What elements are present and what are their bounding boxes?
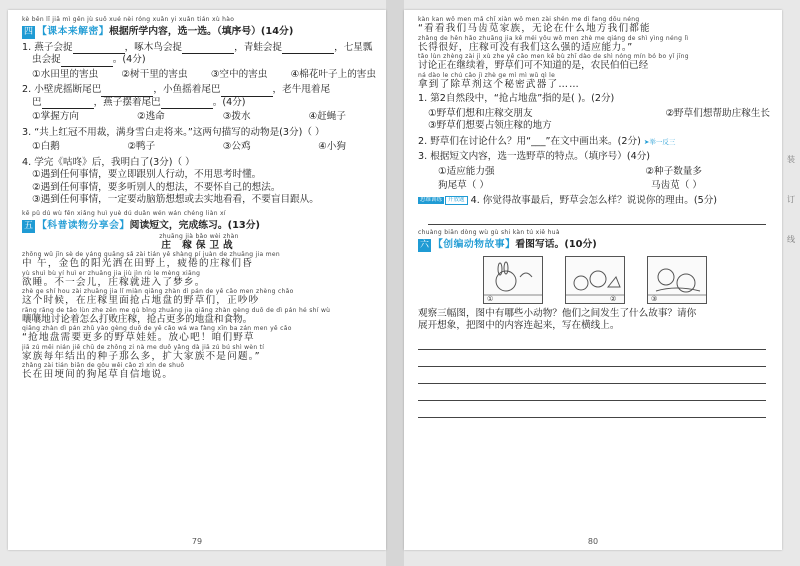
q2-options xyxy=(22,111,376,123)
rq3-items xyxy=(418,180,772,192)
section4-title: 【课本来解密】 xyxy=(37,26,110,38)
story-r-line-3: 讨论正在继续着，野草们可不知道的是，农民伯伯已经 xyxy=(418,60,649,72)
q2-text-b: ，小鱼摇着尾巴 xyxy=(153,84,221,96)
story-line-1-pinyin: zhōng wǔ jīn sè de yáng guāng sǎ zài tián yě shàng pí juàn de zhuāng jia men xyxy=(22,251,280,259)
rq3-item-2[interactable]: 马齿苋（ ） xyxy=(650,180,702,191)
section5-pinyin: kē pǔ dú wù fēn xiǎng huì yuè dú duǎn wén wán chéng liàn xí xyxy=(22,209,226,217)
svg-text:②: ② xyxy=(610,294,617,303)
section6-header xyxy=(418,239,772,252)
section5-title: 【科普读物分享会】 xyxy=(37,219,130,231)
rq4-tag-thinking: 思维训练 xyxy=(420,196,443,203)
q4-option-2: ②遇到任何事情，要多听别人的想法，不要怀自己的想法。 xyxy=(32,181,281,193)
reading-question-1: 1. 第2自然段中，“抢占地盘”指的是( )。(2分) xyxy=(418,93,615,105)
picture-1 xyxy=(483,256,543,304)
rq1-option-1: ①野草们想和庄稼交朋友 xyxy=(428,107,533,119)
rq4-answer-line[interactable] xyxy=(428,208,766,225)
story-title-pinyin: zhuāng jià bǎo wèi zhàn xyxy=(159,232,239,240)
q1-blank-3[interactable] xyxy=(282,44,334,54)
story-line-1: 中 午，金色的阳光洒在田野上，疲倦的庄稼们昏 xyxy=(22,258,253,270)
section4-pinyin: kè běn lǐ jiā mì gěn jù suǒ xué nèi róng xuǎn yi xuǎn tián xù hào xyxy=(22,16,235,23)
reading-question-2 xyxy=(418,136,772,148)
section6-prompt-1: 观察三幅图，图中有哪些小动物？他们之间发生了什么故事？请你 xyxy=(418,307,697,319)
picture-3 xyxy=(647,256,707,304)
story-r-line-4: 拿到了除草剂这个秘密武器了…… xyxy=(418,78,580,90)
q1-text-c: ，青蛙会捉 xyxy=(234,42,283,53)
rq4-tag-open: 开放题 xyxy=(445,196,468,205)
q3-option-2: ②鸭子 xyxy=(127,141,156,153)
story-line-7-pinyin: zhǎng zài tián biān de gǒu wěi cǎo zì xìn de shuō xyxy=(22,362,185,370)
q3-option-4: ④小狗 xyxy=(318,141,346,153)
q2-text-d: 巴 xyxy=(32,96,42,108)
q1-option-2: ②树干里的害虫 xyxy=(121,68,188,80)
q1-score: 。(4分) xyxy=(112,54,146,66)
q1-option-4: ④棉花叶子上的害虫 xyxy=(290,68,376,80)
rq1-options-row xyxy=(418,108,772,120)
q2-score: 。(4分) xyxy=(212,96,246,108)
section4-number: 四 xyxy=(23,27,33,37)
question-3: 3. “共上红冠不用裁，满身雪白走将来。”这两句描写的动物是(3分)（ ） xyxy=(22,126,325,138)
rq4-text: 4. 你觉得故事最后，野草会怎么样？说说你的理由。(5分) xyxy=(470,195,718,207)
section6-pinyin: chuàng biān dòng wù gù shi kàn tú xiě huà xyxy=(418,228,560,236)
rq2-tag: ➤举一反三 xyxy=(643,137,676,146)
section5-header xyxy=(22,220,376,233)
section4-header xyxy=(22,26,376,39)
story-r-line-3-pinyin: tǎo lùn zhèng zài jì xù zhe yě cǎo men kě bù zhī dào de shì nóng mín bó bo yǐ jīng xyxy=(418,53,689,61)
q2-option-1: ①掌握方向 xyxy=(32,111,79,123)
story-r-line-1: “看看我们马齿苋家族，无论在什么地方我们都能 xyxy=(418,23,651,34)
rq3-options xyxy=(418,166,772,178)
reading-question-4 xyxy=(418,195,772,207)
q1-text-b: ，啄木鸟会捉 xyxy=(124,42,183,53)
story-r-line-1-pinyin: kàn kan wǒ men mǎ chǐ xiàn wǒ men zài shén me dì fang dōu néng xyxy=(418,16,640,23)
q2-blank-1[interactable] xyxy=(101,87,153,97)
page-number-right: 80 xyxy=(587,537,599,546)
q2-option-2: ②逃命 xyxy=(136,111,165,123)
svg-text:③: ③ xyxy=(651,294,658,303)
q2-blank-4[interactable] xyxy=(161,99,213,109)
section5-number: 五 xyxy=(23,220,33,231)
story-line-5: “抢地盘需要更多的野草娃娃。放心吧！咱们野草 xyxy=(22,332,255,344)
section5-instruction: 阅读短文，完成练习。(13分) xyxy=(129,219,261,231)
page-number-left: 79 xyxy=(191,537,203,546)
question-1-line2 xyxy=(22,54,376,66)
story-line-7: 长在田埂间的狗尾草自信地说。 xyxy=(22,369,174,381)
reading-question-3: 3. 根据短文内容，选一选野草的特点。（填序号）(4分) xyxy=(418,151,651,163)
q2-text-e: ，燕子摆着尾巴 xyxy=(93,96,161,108)
section6-number: 六 xyxy=(419,239,429,250)
story-line-6-pinyin: jiā zú měi nián jiē chū de zhǒng zi nà me duō yǎng dà jiā zú bú shì wèn tí xyxy=(22,343,265,351)
q1-text-d: ，七星瓢 xyxy=(334,42,373,53)
question-1 xyxy=(22,42,376,54)
story-line-3: 这个时候，在庄稼里面抢占地盘的野草们，正吵吵 xyxy=(22,295,260,307)
section6-instruction: 看图写话。(10分) xyxy=(515,239,597,251)
q2-blank-2[interactable] xyxy=(221,87,273,97)
picture-2 xyxy=(565,256,625,304)
story-r-line-4-pinyin: ná dào le chú cǎo jì zhè ge mì mì wǔ qì le xyxy=(418,71,556,79)
story-r-line-2-pinyin: zhǎng de hěn hǎo zhuāng jia kě méi yǒu wǒ men zhè me qiáng de shì yìng néng lì xyxy=(418,34,689,42)
binding-line-label xyxy=(784,140,798,260)
q2-option-4: ④赶蝇子 xyxy=(308,111,346,123)
writing-line-3[interactable] xyxy=(418,367,766,384)
rq3-option-2: ②种子数量多 xyxy=(645,165,702,177)
q1-blank-2[interactable] xyxy=(182,44,234,54)
q1-option-3: ③空中的害虫 xyxy=(210,68,268,80)
writing-line-4[interactable] xyxy=(418,384,766,401)
writing-line-5[interactable] xyxy=(418,401,766,418)
story-line-2: 欲睡。不一会儿，庄稼就进入了梦乡。 xyxy=(22,276,206,288)
animals-helping-icon xyxy=(648,257,706,303)
rq3-option-1: ①适应能力强 xyxy=(438,165,495,177)
question-2-line2 xyxy=(22,97,376,109)
story-r-line-2: 长得很好，庄稼可没有我们这么强的适应能力。” xyxy=(418,41,633,53)
q3-options xyxy=(22,141,376,153)
story-line-5-pinyin: qiǎng zhàn dì pán zhǔ yào gèng duō de yě cǎo wá wa fàng xīn ba zán men yě cǎo xyxy=(22,325,292,333)
story-line-6: 家族每年结出的种子那么多，扩大家族不是问题。” xyxy=(22,350,261,362)
q1-blank-4[interactable] xyxy=(61,57,113,67)
rq2-text: 2. 野草们在讨论什么？用“___”在文中画出来。(2分) xyxy=(418,135,641,147)
q2-option-3: ③拨水 xyxy=(222,111,251,123)
q1-option-1: ①水田里的害虫 xyxy=(32,68,99,80)
page-80 xyxy=(404,10,782,550)
q1-options xyxy=(22,69,376,81)
story-title: 庄 稼保卫战 xyxy=(161,239,237,251)
section4-instruction: 根据所学内容，选一选。（填序号）(14分) xyxy=(109,26,294,38)
story-line-3-pinyin: zhè ge shí hou zài zhuāng jia lǐ miàn qiǎng zhàn dì pán de yě cǎo men zhèng chǎo xyxy=(22,288,294,296)
picture-panels xyxy=(418,256,772,304)
q4-option-3: ③遇到任何事情，一定要动脑筋想想或去实地看看，不要盲目跟从。 xyxy=(32,194,319,206)
q3-option-1: ①白鹅 xyxy=(32,141,60,153)
question-2 xyxy=(22,84,376,96)
rq1-option-3: ③野草们想要占领庄稼的地方 xyxy=(428,120,552,132)
story-line-4-pinyin: rāng rāng de tǎo lùn zhe zěn me qù bǐng zhuāng jia qiǎng zhàn gèng duō de dì pán hé shí wù xyxy=(22,306,331,314)
story-continued xyxy=(418,16,772,90)
rabbit-bird-scene-icon xyxy=(484,257,542,303)
page-79 xyxy=(8,10,386,550)
svg-text:①: ① xyxy=(487,294,494,303)
q1-text-e: 虫会捉 xyxy=(32,54,61,66)
story-passage xyxy=(22,233,376,381)
rq1-option-2: ②野草们想帮助庄稼生长 xyxy=(665,107,770,119)
writing-line-2[interactable] xyxy=(418,350,766,367)
q4-option-1: ①遇到任何事情，要立即跟别人行动，不用思考时懂。 xyxy=(32,169,262,181)
q2-blank-3[interactable] xyxy=(42,99,94,109)
q2-text-c: ，老牛甩着尾 xyxy=(272,84,331,96)
section6-title: 【创编动物故事】 xyxy=(433,239,516,251)
q1-text-a: 1. 燕子会捉 xyxy=(22,42,73,53)
animals-gathering-icon xyxy=(566,257,624,303)
q3-option-3: ③公鸡 xyxy=(222,141,251,153)
question-4: 4. 学完《咕咚》后，我明白了(3分)（ ） xyxy=(22,156,195,168)
writing-line-1[interactable] xyxy=(418,333,766,350)
book-gutter xyxy=(386,0,404,566)
binding-char-1: 装 xyxy=(787,155,795,164)
story-line-2-pinyin: yù shuì bù yí huì er zhuāng jia jiù jìn rù le mèng xiāng xyxy=(22,269,201,277)
section6-prompt-2: 展开想象，把图中的内容连起来，写在横线上。 xyxy=(418,320,620,332)
binding-char-3: 线 xyxy=(787,235,795,244)
q1-blank-1[interactable] xyxy=(73,44,125,54)
story-line-4: 嚷嚷地讨论着怎么打败庄稼，抢占更多的地盘和食物。 xyxy=(22,313,253,325)
binding-char-2: 订 xyxy=(787,195,795,204)
rq3-item-1[interactable]: 狗尾草（ ） xyxy=(438,180,490,191)
q2-text-a: 2. 小壁虎摇断尾巴 xyxy=(22,84,102,96)
